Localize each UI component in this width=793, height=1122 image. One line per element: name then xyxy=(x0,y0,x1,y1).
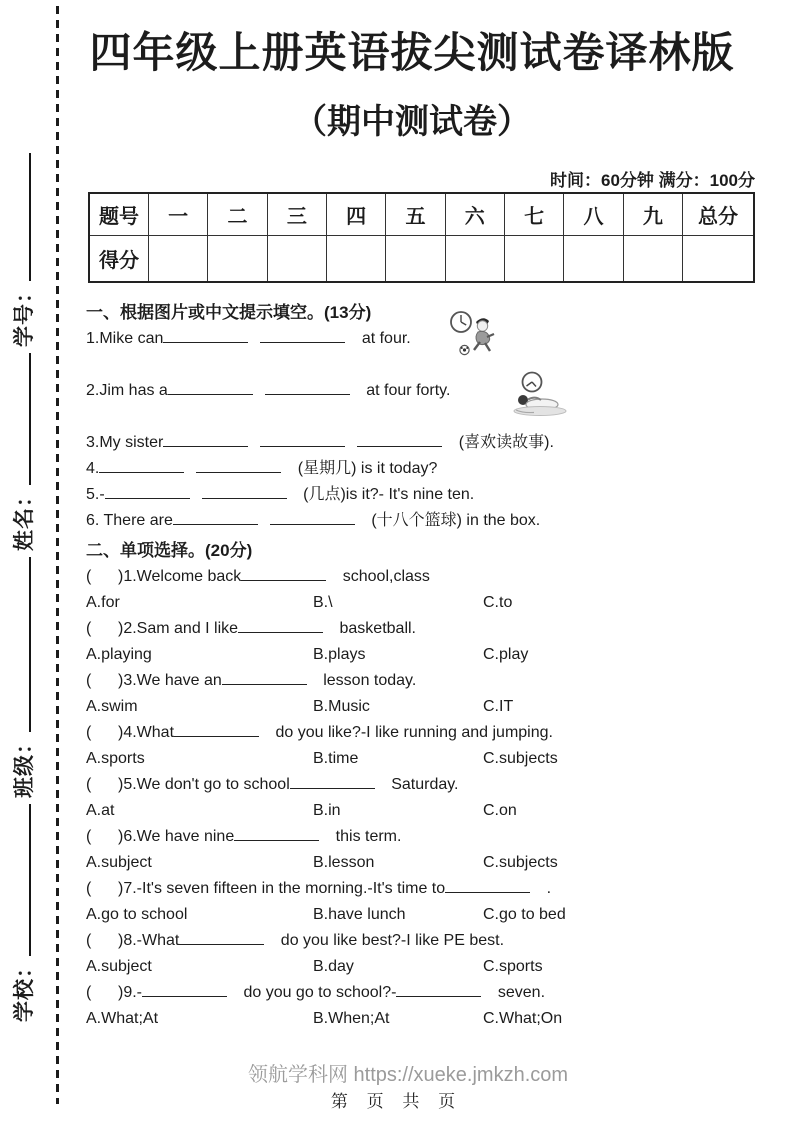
seal-field-class xyxy=(13,557,36,798)
mcq-option-b: B.have lunch xyxy=(313,906,406,923)
score-table-column-header: 三 xyxy=(267,193,326,236)
fill-blank-item xyxy=(86,456,761,482)
answer-blank-line xyxy=(290,772,375,789)
fill-blank-item xyxy=(86,508,761,534)
seal-blank-line xyxy=(14,557,31,732)
answer-blank-line xyxy=(99,456,184,473)
answer-blank-line xyxy=(241,564,326,581)
mcq-options xyxy=(86,694,761,720)
answer-blank-line xyxy=(270,508,355,525)
question-text: 4. xyxy=(86,460,100,477)
mcq-option-c: C.to xyxy=(483,594,513,611)
score-table-empty-cell xyxy=(208,236,267,283)
paper-title: 四年级上册英语拔尖测试卷译林版 xyxy=(89,29,735,76)
mcq-question xyxy=(86,772,761,798)
question-text: (十八个篮球) in the box. xyxy=(366,512,541,529)
mcq-option-a: A.playing xyxy=(86,646,152,663)
question-text: Saturday. xyxy=(386,776,459,793)
footer-page-numbers: 第 页 共 页 xyxy=(330,1092,463,1111)
mcq-option-a: A.go to school xyxy=(86,906,188,923)
answer-blank-line xyxy=(234,824,319,841)
mcq-options xyxy=(86,954,761,980)
footer-site-watermark: 领航学科网 https://xueke.jmkzh.com xyxy=(247,1064,569,1086)
section1-items xyxy=(86,326,761,534)
mcq-option-c: C.IT xyxy=(483,698,514,715)
answer-blank-line xyxy=(163,326,248,343)
seal-dashed-line xyxy=(56,6,59,1104)
score-table xyxy=(88,192,755,283)
mcq-option-a: A.at xyxy=(86,802,115,819)
mcq-options xyxy=(86,746,761,772)
answer-blank-line xyxy=(265,378,350,395)
score-row-label: 得分 xyxy=(89,236,149,283)
question-text: do you like best?-I like PE best. xyxy=(276,932,505,949)
seal-blank-line xyxy=(14,153,31,281)
score-table-column-header: 九 xyxy=(623,193,682,236)
score-table-column-header: 总分 xyxy=(683,193,755,236)
mcq-option-b: B.plays xyxy=(313,646,366,663)
mcq-option-a: A.swim xyxy=(86,698,138,715)
seal-labels xyxy=(8,74,50,1022)
section2-items xyxy=(86,564,761,1032)
question-text: ( )9.- xyxy=(86,984,142,1001)
question-text: 3.My sister xyxy=(86,434,164,451)
mcq-option-c: C.on xyxy=(483,802,517,819)
question-text: 5.- xyxy=(86,486,105,503)
question-text: 6. There are xyxy=(86,512,173,529)
fill-blank-item xyxy=(86,430,761,456)
answer-blank-line xyxy=(179,928,264,945)
score-table-empty-cell xyxy=(149,236,208,283)
score-table-empty-cell xyxy=(326,236,385,283)
mcq-option-c: C.play xyxy=(483,646,529,663)
mcq-option-a: A.subject xyxy=(86,854,152,871)
score-table-column-header: 二 xyxy=(208,193,267,236)
answer-blank-line xyxy=(202,482,287,499)
question-text: ( )6.We have nine xyxy=(86,828,235,845)
seal-field-label: 姓名： xyxy=(13,485,36,551)
score-table-empty-cell xyxy=(564,236,623,283)
score-table-header-row xyxy=(89,193,754,236)
question-text: at four. xyxy=(357,330,411,347)
score-table-column-header: 八 xyxy=(564,193,623,236)
answer-blank-line xyxy=(260,326,345,343)
score-table-column-header: 五 xyxy=(386,193,445,236)
seal-field-student-id xyxy=(13,153,36,347)
seal-field-school xyxy=(13,804,36,1022)
section2-heading: 二、单项选择。(20分) xyxy=(86,541,253,560)
question-text: (几点)is it?- It's nine ten. xyxy=(298,486,475,503)
answer-blank-line xyxy=(357,430,442,447)
seal-field-label: 班级： xyxy=(13,732,36,798)
score-table-column-header: 一 xyxy=(149,193,208,236)
question-text: seven. xyxy=(493,984,546,1001)
score-table-score-row xyxy=(89,236,754,283)
mcq-option-a: A.for xyxy=(86,594,120,611)
mcq-option-a: A.subject xyxy=(86,958,152,975)
mcq-question xyxy=(86,564,761,590)
mcq-question xyxy=(86,928,761,954)
mcq-option-b: B.time xyxy=(313,750,359,767)
question-text: basketball. xyxy=(335,620,416,637)
question-text: (星期几) is it today? xyxy=(293,460,438,477)
question-text: . xyxy=(542,880,552,897)
question-text: school,class xyxy=(338,568,430,585)
fill-blank-item xyxy=(86,482,761,508)
answer-blank-line xyxy=(163,430,248,447)
seal-blank-line xyxy=(14,804,31,956)
question-text: lesson today. xyxy=(318,672,417,689)
question-text: ( )4.What xyxy=(86,724,175,741)
answer-blank-line xyxy=(105,482,190,499)
answer-blank-line xyxy=(168,378,253,395)
score-table-empty-cell xyxy=(445,236,504,283)
section1-heading: 一、根据图片或中文提示填空。(13分) xyxy=(86,303,372,322)
answer-blank-line xyxy=(445,876,530,893)
seal-field-label: 学校： xyxy=(13,956,36,1022)
score-table-column-header: 七 xyxy=(504,193,563,236)
answer-blank-line xyxy=(260,430,345,447)
mcq-option-b: B.lesson xyxy=(313,854,375,871)
answer-blank-line xyxy=(142,980,227,997)
mcq-options xyxy=(86,1006,761,1032)
answer-blank-line xyxy=(222,668,307,685)
mcq-question xyxy=(86,980,761,1006)
mcq-option-c: C.subjects xyxy=(483,750,558,767)
paper-subtitle: （期中测试卷） xyxy=(293,103,531,141)
mcq-option-b: B.Music xyxy=(313,698,370,715)
mcq-question xyxy=(86,876,761,902)
seal-field-name xyxy=(13,353,36,551)
mcq-option-c: C.subjects xyxy=(483,854,558,871)
score-table-empty-cell xyxy=(504,236,563,283)
mcq-question xyxy=(86,668,761,694)
score-table-empty-cell xyxy=(386,236,445,283)
question-text: 1.Mike can xyxy=(86,330,164,347)
answer-blank-line xyxy=(173,508,258,525)
mcq-option-a: A.sports xyxy=(86,750,145,767)
score-table-corner-label: 题号 xyxy=(89,193,149,236)
question-text: do you go to school?- xyxy=(239,984,397,1001)
question-text: ( )5.We don't go to school xyxy=(86,776,290,793)
mcq-option-b: B.\ xyxy=(313,594,333,611)
answer-blank-line xyxy=(174,720,259,737)
question-text: ( )3.We have an xyxy=(86,672,222,689)
seal-blank-line xyxy=(14,353,31,485)
mcq-question xyxy=(86,720,761,746)
time-score-info: 时间：60分钟 满分：100分 xyxy=(550,171,755,190)
question-text: do you like?-I like running and jumping. xyxy=(271,724,553,741)
question-text: this term. xyxy=(331,828,402,845)
mcq-option-c: C.go to bed xyxy=(483,906,566,923)
question-text: ( )7.-It's seven fifteen in the morning.-It's time to xyxy=(86,880,446,897)
mcq-options xyxy=(86,902,761,928)
question-text: at four forty. xyxy=(361,382,451,399)
mcq-options xyxy=(86,798,761,824)
fill-blank-item xyxy=(86,326,761,352)
score-table-empty-cell xyxy=(267,236,326,283)
answer-blank-line xyxy=(396,980,481,997)
mcq-question xyxy=(86,824,761,850)
mcq-option-b: B.in xyxy=(313,802,341,819)
question-text: ( )8.-What xyxy=(86,932,180,949)
mcq-question xyxy=(86,616,761,642)
mcq-option-a: A.What;At xyxy=(86,1010,159,1027)
mcq-option-c: C.sports xyxy=(483,958,543,975)
mcq-option-c: C.What;On xyxy=(483,1010,563,1027)
question-text: 2.Jim has a xyxy=(86,382,168,399)
question-text: ( )1.Welcome back xyxy=(86,568,242,585)
mcq-option-b: B.day xyxy=(313,958,354,975)
question-text: ( )2.Sam and I like xyxy=(86,620,239,637)
score-table-empty-cell xyxy=(683,236,755,283)
fill-blank-item xyxy=(86,378,761,404)
mcq-options xyxy=(86,642,761,668)
score-table-column-header: 六 xyxy=(445,193,504,236)
answer-blank-line xyxy=(238,616,323,633)
mcq-options xyxy=(86,850,761,876)
question-text: (喜欢读故事). xyxy=(454,434,554,451)
score-table-empty-cell xyxy=(623,236,682,283)
mcq-option-b: B.When;At xyxy=(313,1010,390,1027)
score-table-column-header: 四 xyxy=(326,193,385,236)
seal-field-label: 学号： xyxy=(13,281,36,347)
answer-blank-line xyxy=(196,456,281,473)
mcq-options xyxy=(86,590,761,616)
question-body xyxy=(86,300,761,1032)
